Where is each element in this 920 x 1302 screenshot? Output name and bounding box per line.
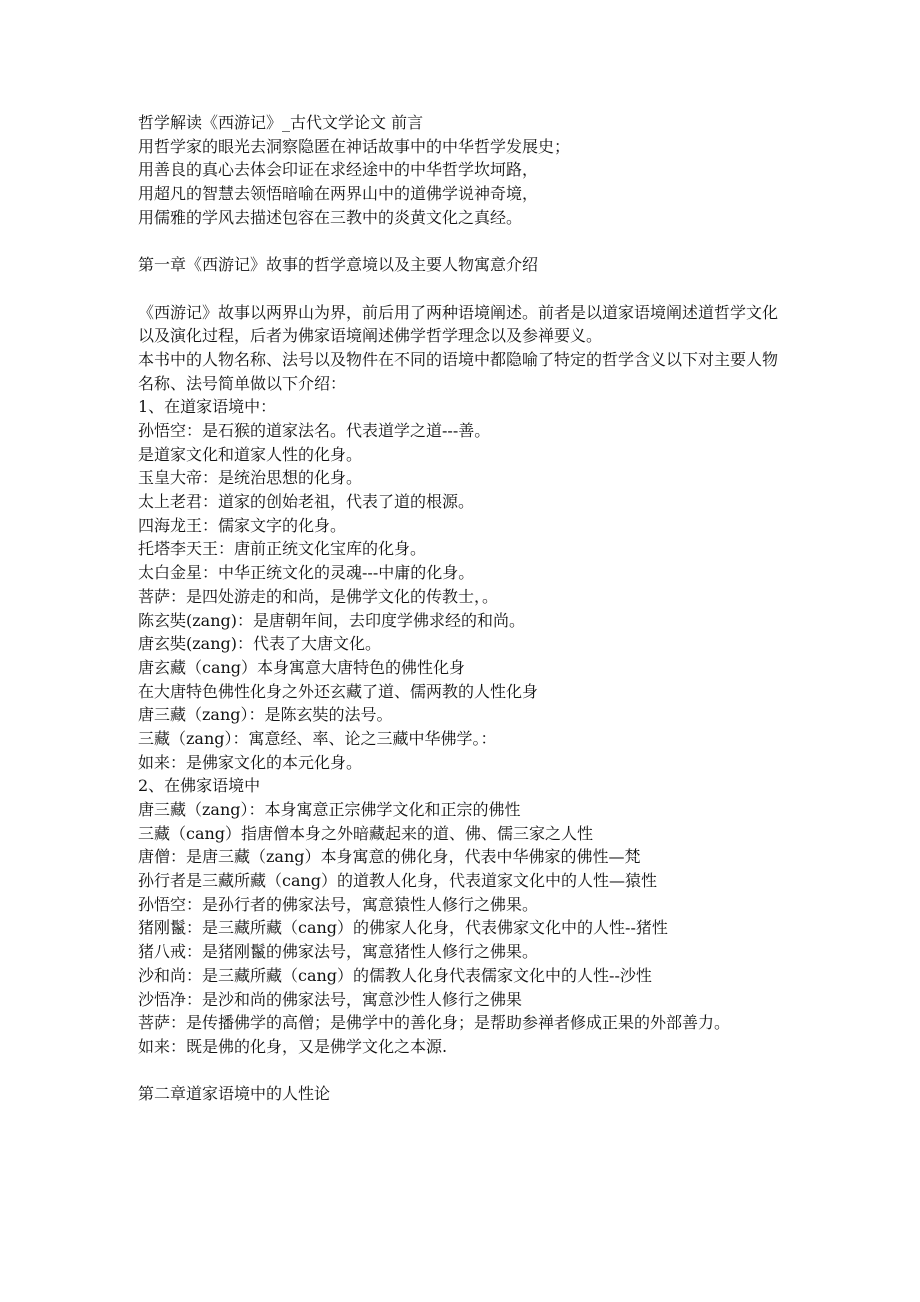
section2-item: 如来：既是佛的化身，又是佛学文化之本源. bbox=[138, 1036, 448, 1056]
section2-item: 孙悟空：是孙行者的佛家法号，寓意猿性人修行之佛果。 bbox=[138, 894, 539, 914]
section1-item: 陈玄奘(zang)：是唐朝年间，去印度学佛求经的和尚。 bbox=[138, 610, 526, 630]
spacer bbox=[138, 229, 778, 253]
spacer bbox=[138, 277, 778, 301]
section1-item: 玉皇大帝：是统治思想的化身。 bbox=[138, 468, 363, 488]
section2-item: 唐僧：是唐三藏（zang）本身寓意的佛化身，代表中华佛家的佛性—梵 bbox=[138, 847, 641, 867]
preface-line: 用善良的真心去体会印证在求经途中的中华哲学坎坷路， bbox=[138, 160, 539, 180]
chapter1-intro-paragraph: 本书中的人物名称、法号以及物件在不同的语境中都隐喻了特定的哲学含义以下对主要人物名称、法号简单做以下介绍： bbox=[138, 349, 779, 393]
section1-item: 太上老君：道家的创始老祖，代表了道的根源。 bbox=[138, 492, 475, 512]
section2-item: 孙行者是三藏所藏（cang）的道教人化身，代表道家文化中的人性—猿性 bbox=[138, 871, 658, 891]
section2-item: 沙悟净：是沙和尚的佛家法号，寓意沙性人修行之佛果 bbox=[138, 989, 523, 1009]
preface-line: 用哲学家的眼光去洞察隐匿在神话故事中的中华哲学发展史； bbox=[138, 136, 571, 156]
section1-item: 唐玄奘(zang)：代表了大唐文化。 bbox=[138, 634, 382, 654]
section1-item: 是道家文化和道家人性的化身。 bbox=[138, 444, 363, 464]
section2-item: 猪八戒：是猪刚鬣的佛家法号，寓意猪性人修行之佛果。 bbox=[138, 942, 539, 962]
section1-item: 托塔李天王：唐前正统文化宝库的化身。 bbox=[138, 539, 427, 559]
document-page bbox=[138, 111, 778, 1106]
section2-item: 三藏（cang）指唐僧本身之外暗藏起来的道、佛、儒三家之人性 bbox=[138, 823, 594, 843]
section1-item: 如来：是佛家文化的本元化身。 bbox=[138, 752, 363, 772]
preface-line: 用儒雅的学风去描述包容在三教中的炎黄文化之真经。 bbox=[138, 207, 523, 227]
preface-line: 用超凡的智慧去领悟暗喻在两界山中的道佛学说神奇境， bbox=[138, 184, 539, 204]
section1-item: 四海龙王：儒家文字的化身。 bbox=[138, 515, 347, 535]
chapter2-heading: 第二章道家语境中的人性论 bbox=[138, 1084, 331, 1104]
section2-item: 菩萨：是传播佛学的高僧；是佛学中的善化身；是帮助参禅者修成正果的外部善力。 bbox=[138, 1013, 731, 1033]
section1-item: 唐三藏（zang）：是陈玄奘的法号。 bbox=[138, 705, 393, 725]
section1-item: 菩萨：是四处游走的和尚，是佛学文化的传教士，。 bbox=[138, 586, 499, 606]
chapter1-heading: 第一章《西游记》故事的哲学意境以及主要人物寓意介绍 bbox=[138, 255, 539, 275]
section2-item: 唐三藏（zang）：本身寓意正宗佛学文化和正宗的佛性 bbox=[138, 800, 521, 819]
section1-item: 太白金星：中华正统文化的灵魂---中庸的化身。 bbox=[138, 563, 475, 583]
document-title: 哲学解读《西游记》_古代文学论文 前言 bbox=[138, 113, 424, 132]
section1-heading: 1、在道家语境中： bbox=[138, 397, 277, 417]
section1-item: 唐玄藏（cang）本身寓意大唐特色的佛性化身 bbox=[138, 657, 466, 677]
section1-item: 三藏（zang）：寓意经、率、论之三藏中华佛学。： bbox=[138, 728, 497, 748]
section2-item: 沙和尚：是三藏所藏（cang）的儒教人化身代表儒家文化中的人性--沙性 bbox=[138, 965, 652, 985]
chapter1-intro-paragraph: 《西游记》故事以两界山为界，前后用了两种语境阐述。前者是以道家语境阐述道哲学文化以及演化过程，后者为佛家语境阐述佛学哲学理念以及参禅要义。 bbox=[138, 302, 779, 346]
section1-item: 在大唐特色佛性化身之外还玄藏了道、儒两教的人性化身 bbox=[138, 681, 539, 701]
spacer bbox=[138, 1059, 778, 1083]
section2-item: 猪刚鬣：是三藏所藏（cang）的佛家人化身，代表佛家文化中的人性--猪性 bbox=[138, 918, 668, 938]
section2-heading: 2、在佛家语境中 bbox=[138, 776, 261, 796]
section1-item: 孙悟空：是石猴的道家法名。代表道学之道---善。 bbox=[138, 421, 491, 440]
